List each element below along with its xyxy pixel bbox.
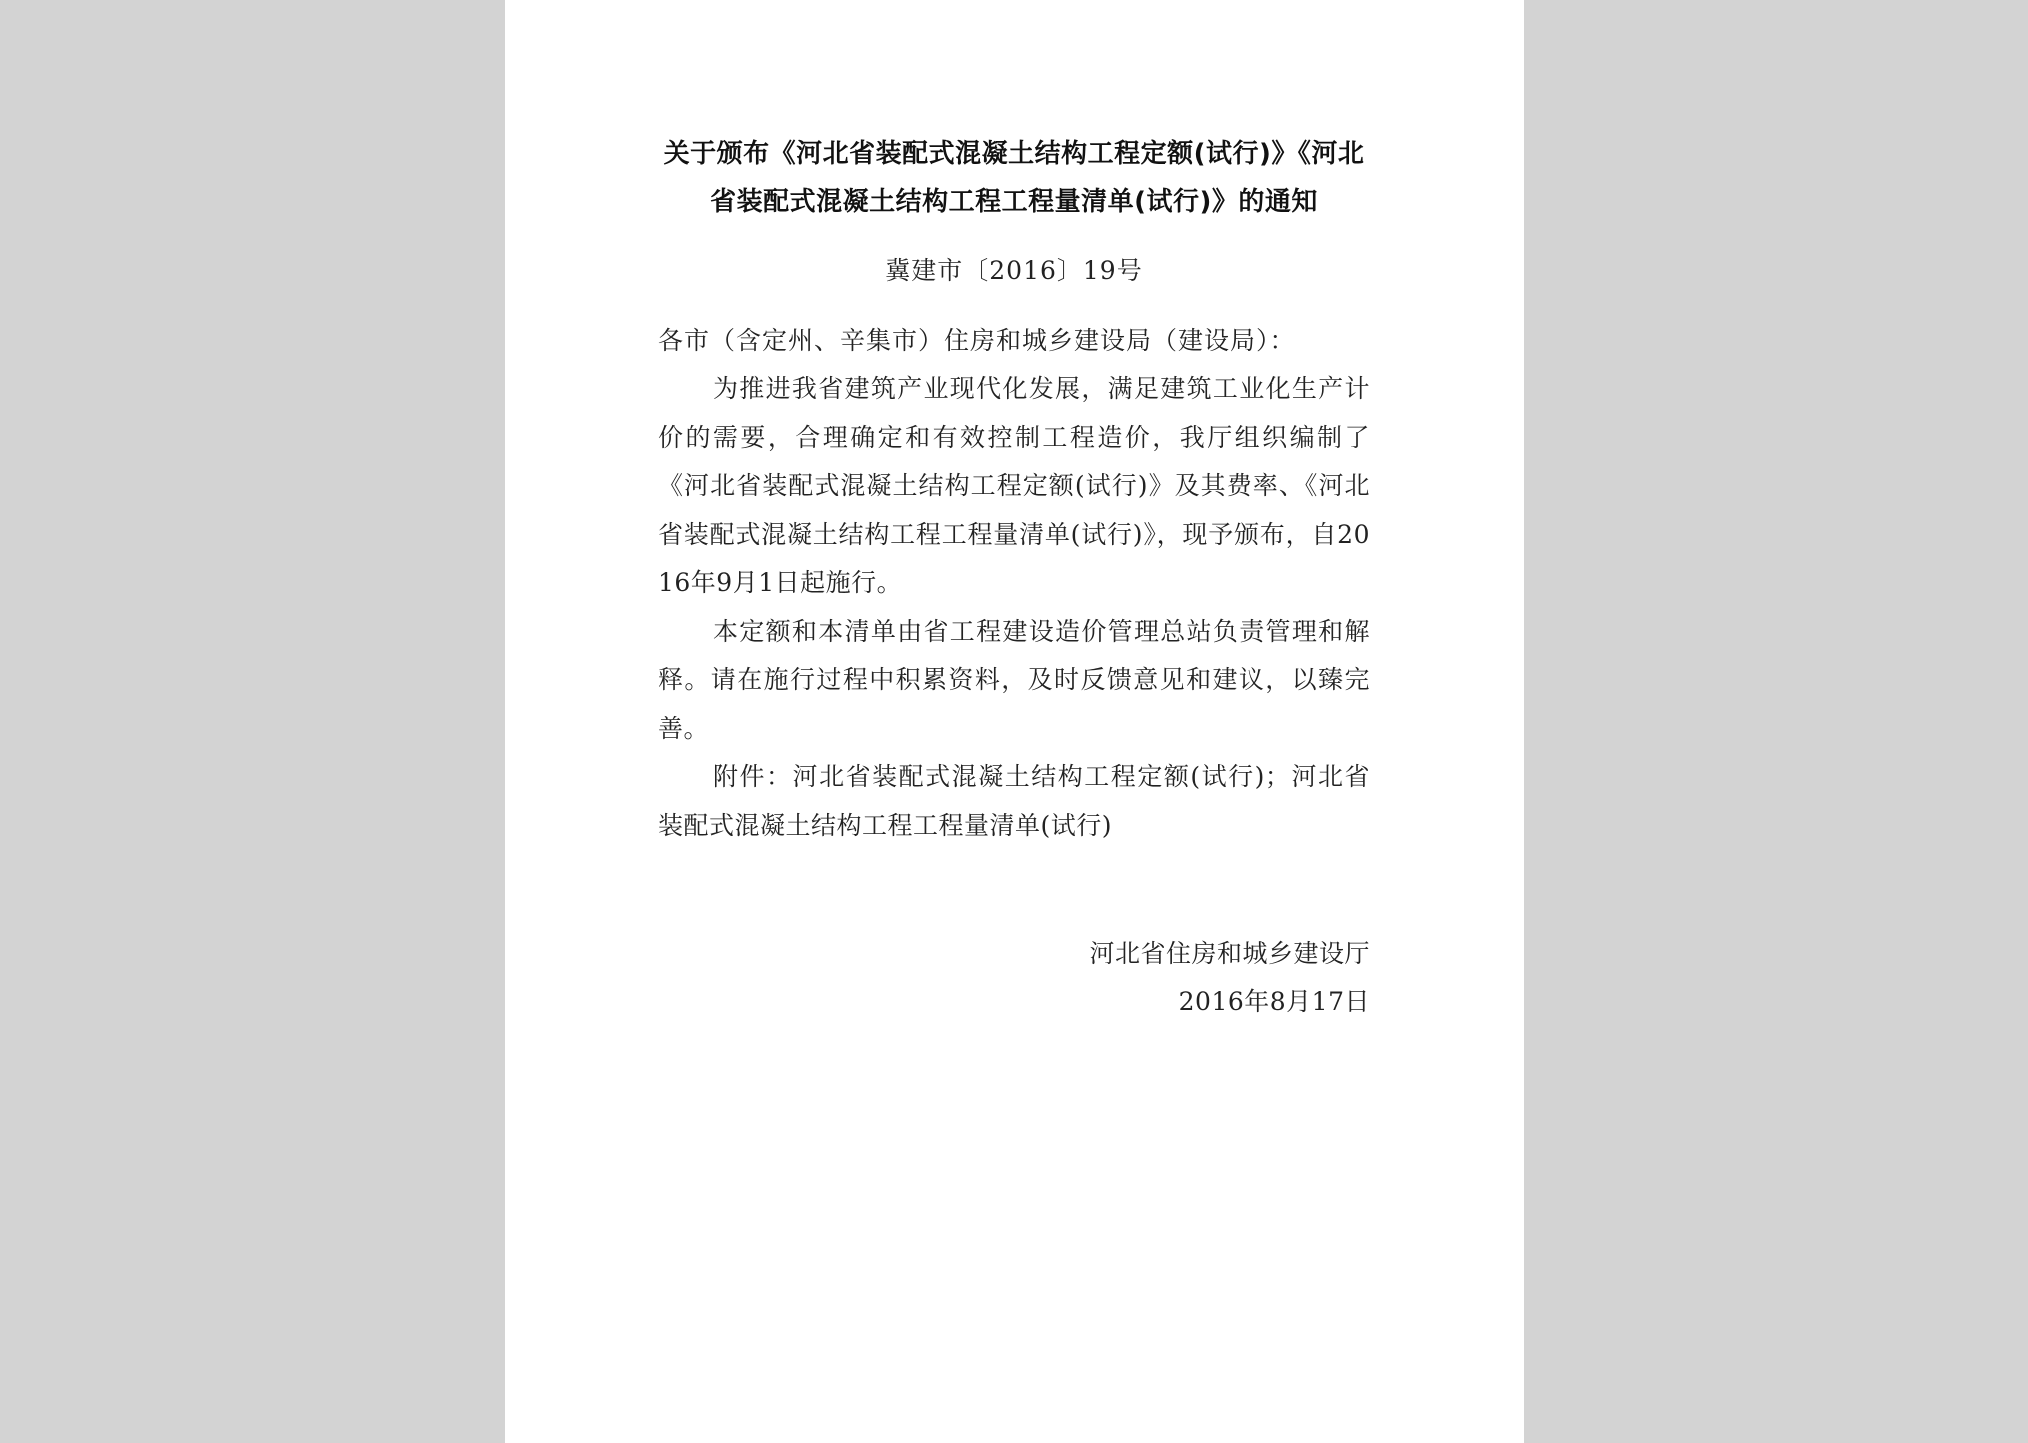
document-page — [505, 0, 1524, 1443]
issue-date: 2016年8月17日 — [1178, 987, 1370, 1016]
signature-block — [658, 930, 1370, 1026]
body-paragraph-2: 本定额和本清单由省工程建设造价管理总站负责管理和解释。请在施行过程中积累资料，及时反馈意见和建议，以臻完善。 — [658, 616, 1370, 743]
document-title: 关于颁布《河北省装配式混凝土结构工程定额(试行)》《河北省装配式混凝土结构工程工程量清单(试行)》的通知 — [663, 139, 1365, 217]
issuer-name: 河北省住房和城乡建设厅 — [1089, 939, 1370, 968]
document-content — [658, 130, 1370, 1026]
body-paragraph-1: 为推进我省建筑产业现代化发展，满足建筑工业化生产计价的需要，合理确定和有效控制工程造价，我厅组织编制了《河北省装配式混凝土结构工程定额(试行)》及其费率、《河北省装配式混凝土结构工程工程量清单(试行)》，现予颁布，自2016年9月1日起施行。 — [658, 374, 1370, 597]
attachment-paragraph: 附件：河北省装配式混凝土结构工程定额(试行)；河北省装配式混凝土结构工程工程量清单(试行) — [658, 762, 1370, 840]
addressee: 各市（含定州、辛集市）住房和城乡建设局（建设局）： — [658, 326, 1296, 355]
document-number: 冀建市〔2016〕19号 — [885, 256, 1143, 285]
